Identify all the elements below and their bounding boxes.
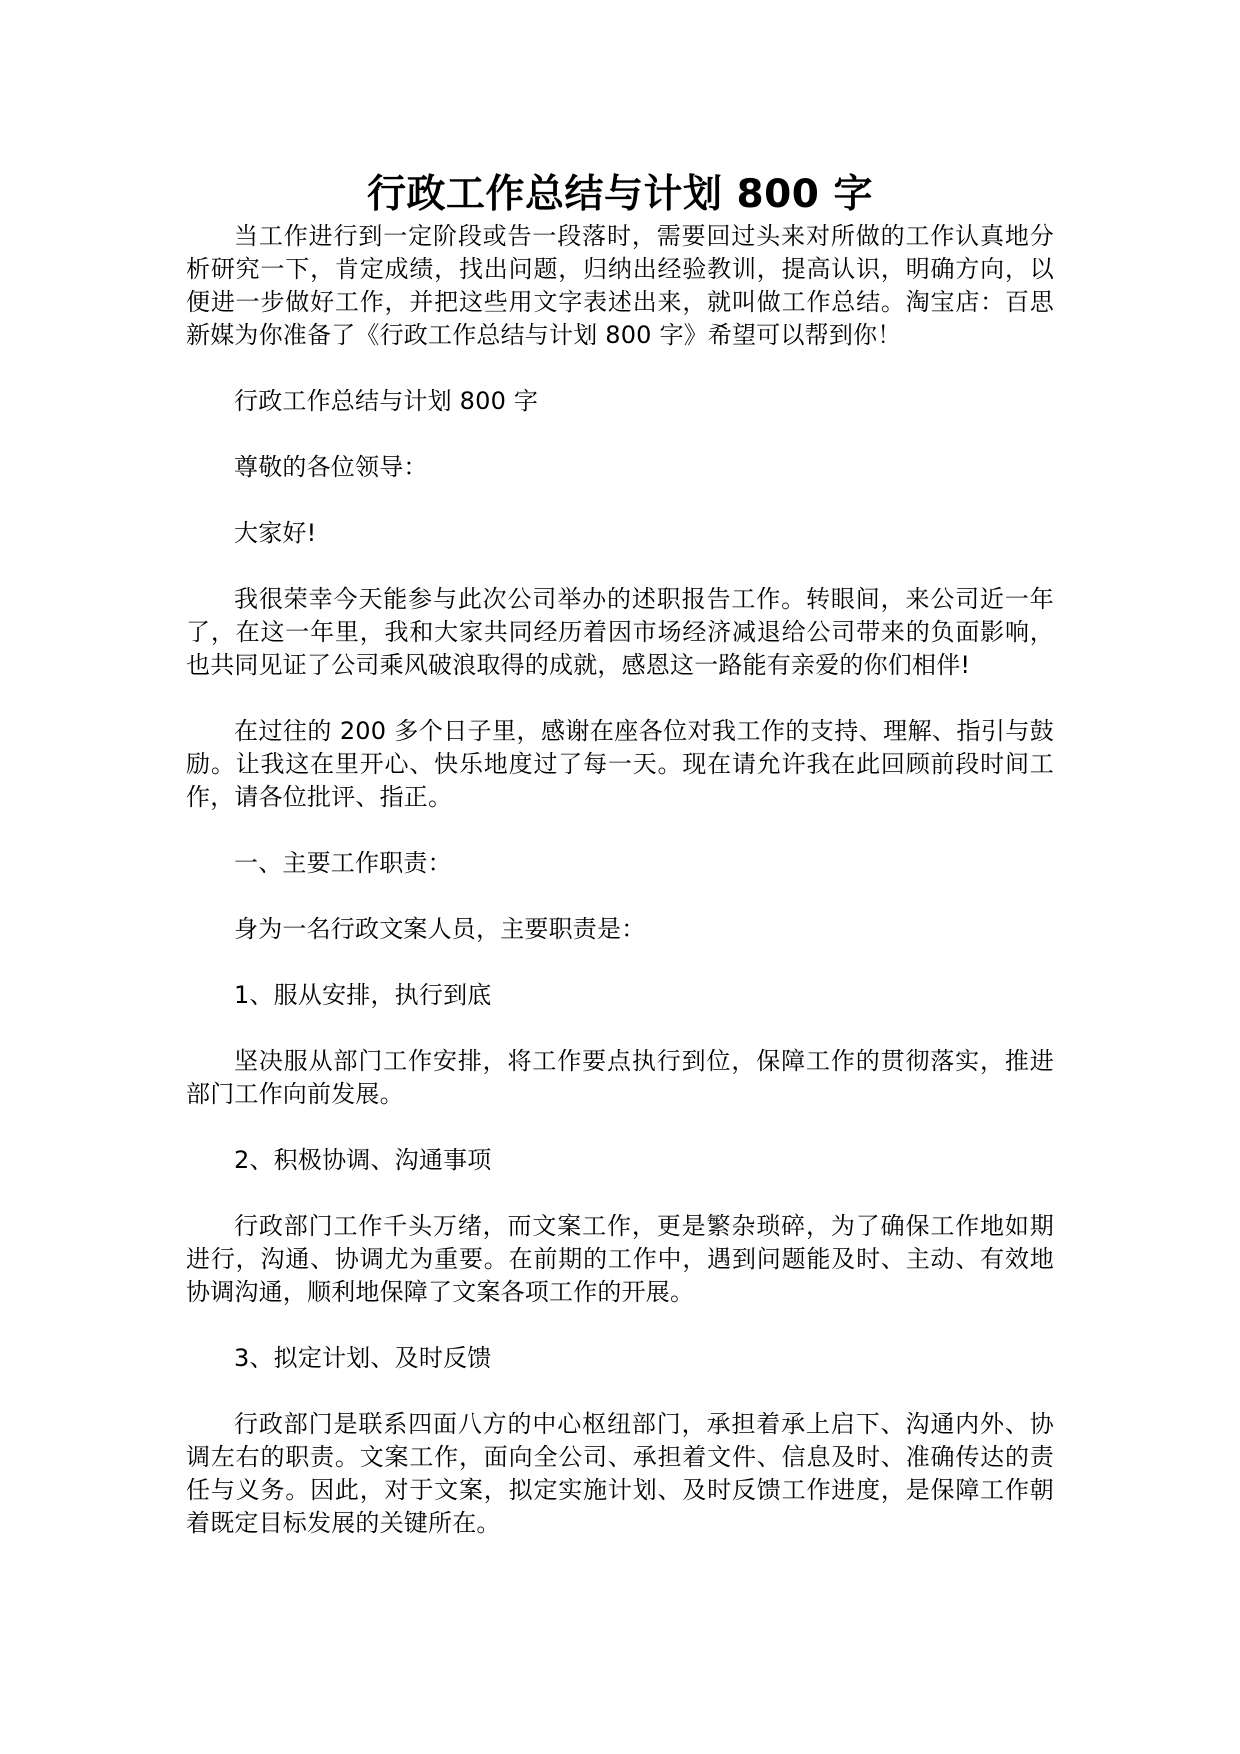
- item-heading-3: 3、拟定计划、及时反馈: [234, 1344, 492, 1372]
- paragraph-spacer: [186, 1177, 1054, 1210]
- paragraph-spacer: [186, 880, 1054, 913]
- paragraph-role: 身为一名行政文案人员，主要职责是：: [234, 915, 646, 943]
- paragraph-spacer: [186, 1375, 1054, 1408]
- paragraph-spacer: [186, 484, 1054, 517]
- paragraph-spacer: [186, 1309, 1054, 1342]
- paragraph-subtitle: 行政工作总结与计划 800 字: [234, 387, 539, 415]
- document-page: [186, 170, 1054, 1540]
- item-heading-2: 2、积极协调、沟通事项: [234, 1146, 492, 1174]
- paragraph-spacer: [186, 418, 1054, 451]
- paragraph-spacer: [186, 814, 1054, 847]
- item-body-3: 行政部门是联系四面八方的中心枢纽部门，承担着承上启下、沟通内外、协调左右的职责。文案工作，面向全公司、承担着文件、信息及时、准确传达的责任与义务。因此，对于文案，拟定实施计划、及时反馈工作进度，是保障工作朝着既定目标发展的关键所在。: [186, 1410, 1054, 1537]
- paragraph-spacer: [186, 682, 1054, 715]
- paragraph-spacer: [186, 946, 1054, 979]
- paragraph-greeting: 大家好!: [234, 519, 317, 547]
- paragraph-thanks: 在过往的 200 多个日子里，感谢在座各位对我工作的支持、理解、指引与鼓励。让我这在里开心、快乐地度过了每一天。现在请允许我在此回顾前段时间工作，请各位批评、指正。: [186, 717, 1054, 811]
- item-heading-1: 1、服从安排，执行到底: [234, 981, 492, 1009]
- paragraph-spacer: [186, 550, 1054, 583]
- paragraph-spacer: [186, 1012, 1054, 1045]
- document-title: 行政工作总结与计划 800 字: [366, 172, 874, 217]
- paragraph-salutation: 尊敬的各位领导：: [234, 453, 428, 481]
- paragraph-intro: 当工作进行到一定阶段或告一段落时，需要回过头来对所做的工作认真地分析研究一下，肯定成绩，找出问题，归纳出经验教训，提高认识，明确方向，以便进一步做好工作，并把这些用文字表述出来，就叫做工作总结。淘宝店：百思新媒为你准备了《行政工作总结与计划 800 字》希望可以帮到你！: [186, 222, 1054, 349]
- item-body-2: 行政部门工作千头万绪，而文案工作，更是繁杂琐碎，为了确保工作地如期进行，沟通、协调尤为重要。在前期的工作中，遇到问题能及时、主动、有效地协调沟通，顺利地保障了文案各项工作的开展。: [186, 1212, 1054, 1306]
- paragraph-opening: 我很荣幸今天能参与此次公司举办的述职报告工作。转眼间，来公司近一年了，在这一年里，我和大家共同经历着因市场经济减退给公司带来的负面影响，也共同见证了公司乘风破浪取得的成就，感恩这一路能有亲爱的你们相伴!: [186, 585, 1054, 679]
- paragraph-spacer: [186, 352, 1054, 385]
- paragraph-spacer: [186, 1111, 1054, 1144]
- section-heading-duties: 一、主要工作职责：: [234, 849, 452, 877]
- item-body-1: 坚决服从部门工作安排，将工作要点执行到位，保障工作的贯彻落实，推进部门工作向前发展。: [186, 1047, 1054, 1108]
